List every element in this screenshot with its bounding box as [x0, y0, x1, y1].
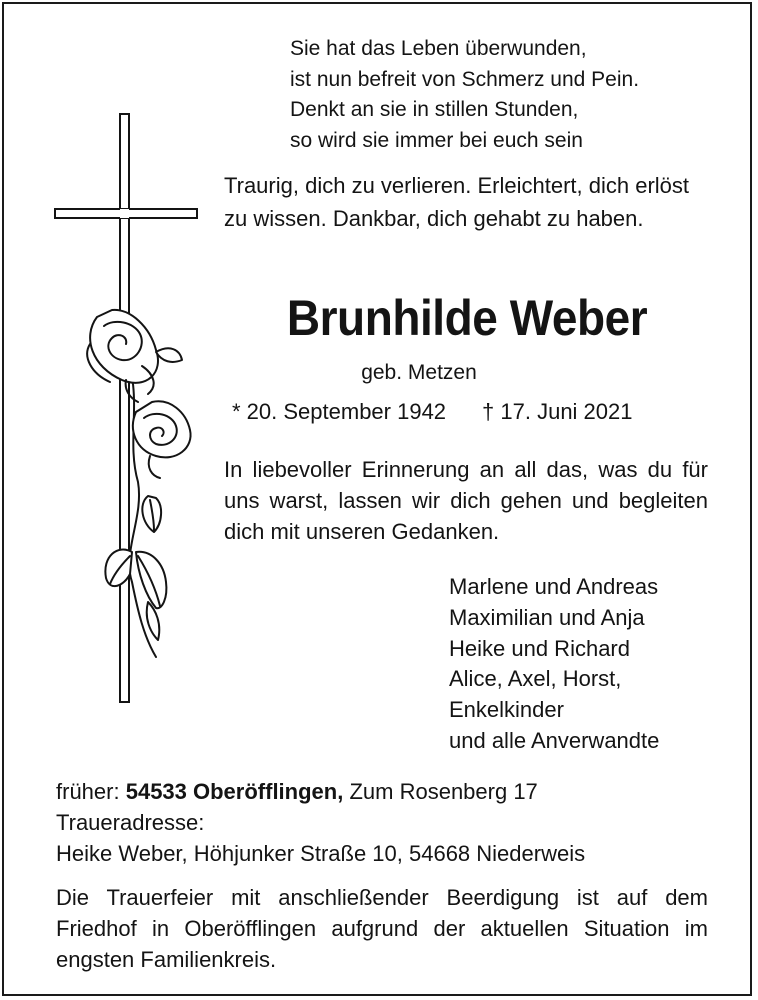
- poem-line: Sie hat das Leben überwunden,: [290, 37, 587, 60]
- mourner: Heike und Richard: [449, 635, 630, 661]
- maiden-name: geb. Metzen: [361, 361, 477, 384]
- former-street: Zum Rosenberg 17: [349, 779, 538, 804]
- address-block: [56, 776, 585, 869]
- former-place: 54533 Oberöfflingen,: [125, 779, 344, 804]
- former-address: [56, 776, 585, 807]
- deceased-name: Brunhilde Weber: [286, 290, 648, 346]
- remembrance-text: In liebevoller Erinnerung an all das, was du für uns warst, lassen wir dich gehen und begleiten dich mit unseren Gedanken.: [224, 457, 708, 544]
- mourner: und alle Anverwandte: [449, 727, 660, 753]
- mourner: Maximilian und Anja: [449, 604, 645, 630]
- mourner: Enkelkinder: [449, 697, 564, 723]
- mourning-address: Heike Weber, Höhjunker Straße 10, 54668 Niederweis: [56, 841, 586, 866]
- death-date: † 17. Juni 2021: [482, 399, 633, 424]
- cross-with-roses-illustration: [52, 112, 202, 712]
- mourning-address-label: Traueradresse:: [56, 810, 205, 835]
- mourners-list: [449, 572, 659, 757]
- former-label: früher:: [56, 779, 120, 804]
- life-dates: [232, 397, 633, 427]
- rose-icon: [87, 310, 190, 657]
- intro-text: Traurig, dich zu verlieren. Erleichtert, dich erlöst zu wissen. Dankbar, dich gehabt zu haben.: [224, 173, 690, 231]
- poem-line: ist nun befreit von Schmerz und Pein.: [290, 67, 640, 91]
- funeral-notice: Die Trauerfeier mit anschließender Beerdigung ist auf dem Friedhof in Oberöfflingen aufgrund der aktuellen Situation im engsten Familienkreis.: [56, 885, 708, 972]
- poem-line: Denkt an sie in stillen Stunden,: [290, 98, 579, 121]
- mourner: Marlene und Andreas: [449, 574, 659, 599]
- poem-line: so wird sie immer bei euch sein: [290, 128, 583, 152]
- obituary-notice: [2, 2, 752, 996]
- poem: [290, 34, 639, 156]
- birth-date: * 20. September 1942: [232, 399, 447, 424]
- mourner: Alice, Axel, Horst,: [449, 666, 622, 692]
